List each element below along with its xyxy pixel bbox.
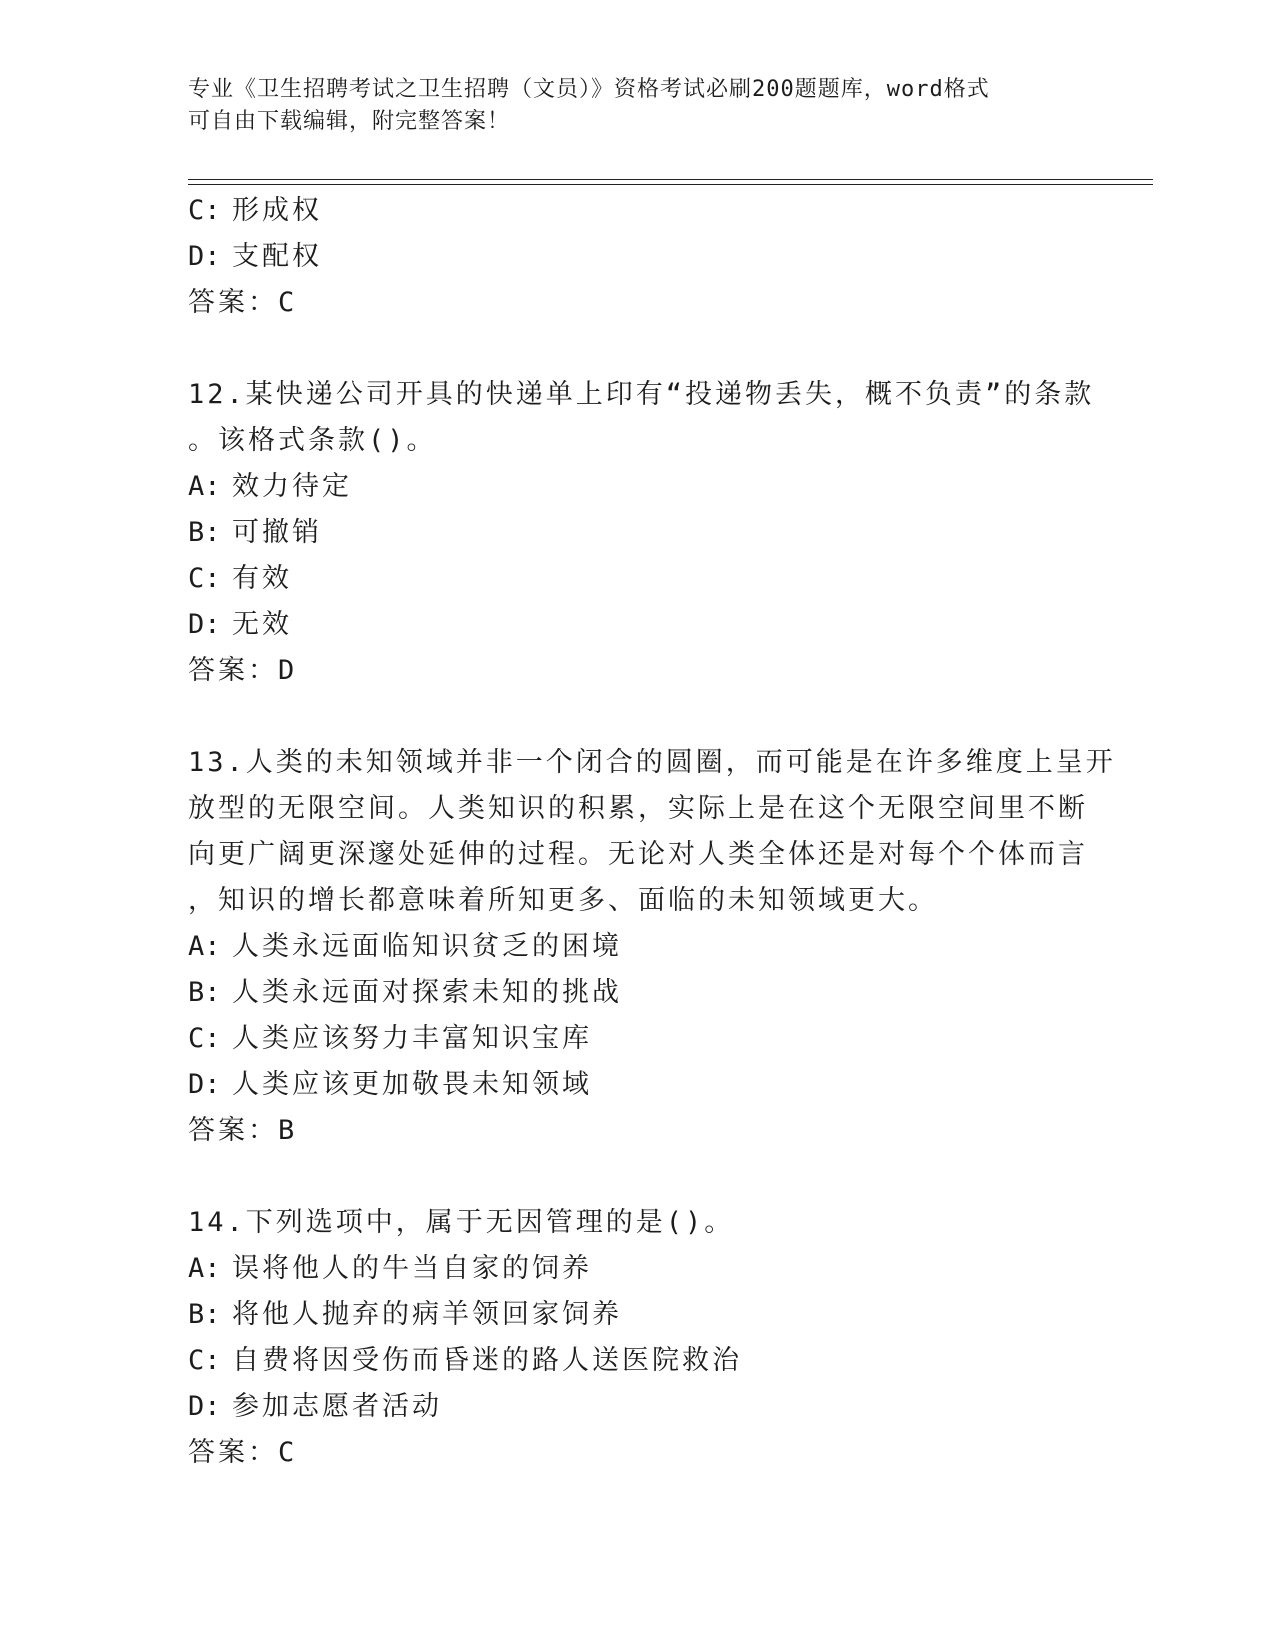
option-d	[188, 234, 1088, 280]
option-b	[188, 1292, 1088, 1338]
option-d	[188, 1062, 1088, 1108]
option-letter: B:	[188, 517, 221, 548]
document-header	[188, 74, 1068, 138]
option-letter: A:	[188, 1253, 221, 1284]
header-line-1: 专业《卫生招聘考试之卫生招聘（文员）》资格考试必刷200题题库，word格式	[188, 77, 990, 102]
question-stem-line: ，知识的增长都意味着所知更多、面临的未知领域更大。	[188, 885, 938, 916]
question-14	[188, 1200, 1088, 1476]
option-text: 人类应该努力丰富知识宝库	[232, 1023, 592, 1054]
header-line-2: 可自由下载编辑，附完整答案！	[188, 109, 511, 134]
question-stem-line: 12.某快递公司开具的快递单上印有“投递物丢失，概不负责”的条款	[188, 379, 1095, 410]
option-letter: C:	[188, 1345, 221, 1376]
question-11-tail	[188, 188, 1088, 326]
option-letter: B:	[188, 977, 221, 1008]
option-text: 参加志愿者活动	[232, 1391, 442, 1422]
option-a	[188, 1246, 1088, 1292]
spacer	[188, 1154, 1088, 1200]
option-c	[188, 1016, 1088, 1062]
option-a	[188, 464, 1088, 510]
option-letter: A:	[188, 471, 221, 502]
option-c	[188, 1338, 1088, 1384]
option-a	[188, 924, 1088, 970]
spacer	[188, 694, 1088, 740]
question-stem-line: 13.人类的未知领域并非一个闭合的圆圈，而可能是在许多维度上呈开	[188, 747, 1116, 778]
option-text: 效力待定	[232, 471, 352, 502]
option-letter: C:	[188, 1023, 221, 1054]
option-d	[188, 1384, 1088, 1430]
question-stem-line: 14.下列选项中，属于无因管理的是()。	[188, 1207, 735, 1238]
option-text: 有效	[232, 563, 292, 594]
option-letter: A:	[188, 931, 221, 962]
option-text: 无效	[232, 609, 292, 640]
option-letter: C:	[188, 195, 221, 226]
header-rule-top	[188, 179, 1153, 180]
option-letter: B:	[188, 1299, 221, 1330]
option-text: 将他人抛弃的病羊领回家饲养	[232, 1299, 622, 1330]
option-c	[188, 556, 1088, 602]
option-text: 形成权	[232, 195, 322, 226]
option-text: 人类永远面对探索未知的挑战	[232, 977, 622, 1008]
option-text: 误将他人的牛当自家的饲养	[232, 1253, 592, 1284]
option-text: 自费将因受伤而昏迷的路人送医院救治	[232, 1345, 742, 1376]
header-rule-bottom	[188, 184, 1153, 185]
option-letter: C:	[188, 563, 221, 594]
spacer	[188, 326, 1088, 372]
option-letter: D:	[188, 609, 221, 640]
question-content	[188, 188, 1116, 1476]
question-stem-line: 向更广阔更深邃处延伸的过程。无论对人类全体还是对每个个体而言	[188, 839, 1088, 870]
option-letter: D:	[188, 1391, 221, 1422]
option-letter: D:	[188, 1069, 221, 1100]
answer-line: 答案：B	[188, 1115, 298, 1146]
question-13	[188, 740, 1116, 1154]
question-stem-line: 放型的无限空间。人类知识的积累，实际上是在这个无限空间里不断	[188, 793, 1088, 824]
question-12	[188, 372, 1095, 694]
option-d	[188, 602, 1088, 648]
option-text: 人类永远面临知识贫乏的困境	[232, 931, 622, 962]
option-b	[188, 970, 1088, 1016]
answer-line: 答案：C	[188, 1437, 298, 1468]
answer-line: 答案：C	[188, 287, 298, 318]
question-stem-line: 。该格式条款()。	[188, 425, 437, 456]
option-text: 可撤销	[232, 517, 322, 548]
answer-line: 答案：D	[188, 655, 298, 686]
option-letter: D:	[188, 241, 221, 272]
option-text: 人类应该更加敬畏未知领域	[232, 1069, 592, 1100]
option-c	[188, 188, 1088, 234]
option-b	[188, 510, 1088, 556]
option-text: 支配权	[232, 241, 322, 272]
